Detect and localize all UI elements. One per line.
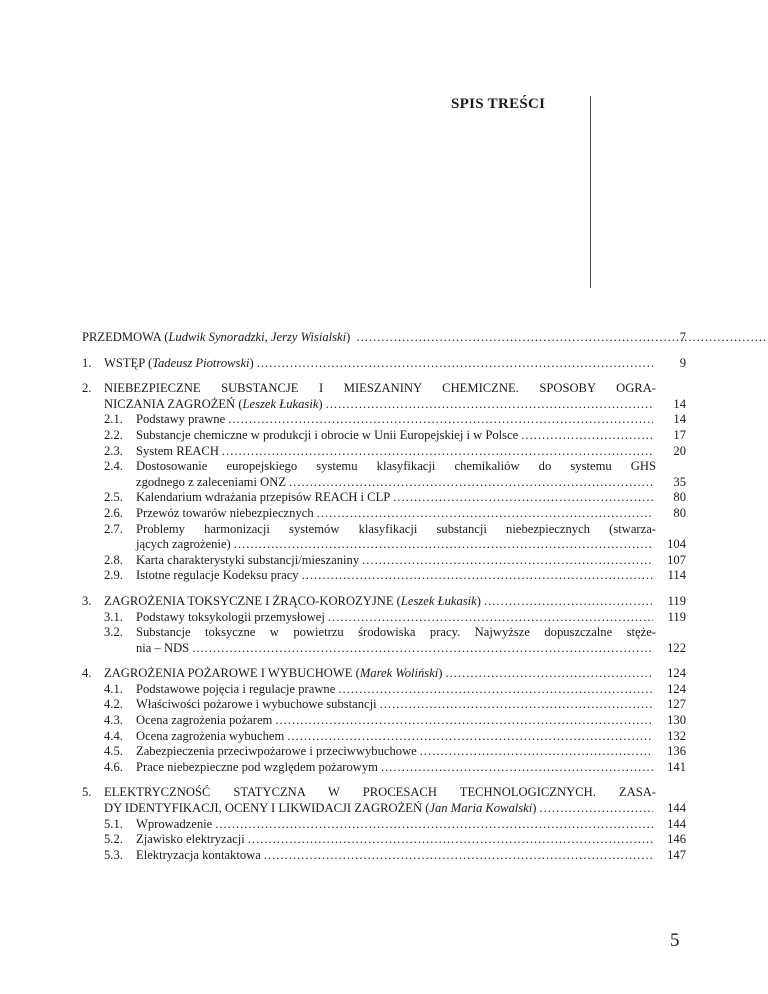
toc-section-number: 5.3. <box>104 847 123 862</box>
toc-title-line <box>136 817 656 833</box>
dot-leader <box>328 610 653 626</box>
toc-page-number: 147 <box>667 847 686 862</box>
toc-chapter-number: 4. <box>82 666 92 681</box>
toc-entry-title: Elektryzacja kontaktowa <box>136 847 261 862</box>
dot-leader <box>215 817 653 833</box>
toc-section-title <box>104 506 686 522</box>
toc-entry-title <box>104 397 323 413</box>
toc-title-line <box>136 682 656 698</box>
toc-section <box>82 412 686 428</box>
toc-section-title <box>104 625 686 656</box>
toc-section <box>82 760 686 776</box>
spacer <box>82 656 686 666</box>
toc-section <box>82 459 686 490</box>
spacer <box>82 584 686 594</box>
toc-section-title <box>104 744 686 760</box>
toc-page-number: 136 <box>667 744 686 759</box>
toc-section <box>82 713 686 729</box>
toc-title-line: Substancje toksyczne w powietrzu środowiska pracy. Najwyższe dopuszczalne stęże- <box>136 625 656 640</box>
toc-title-line <box>136 475 656 491</box>
toc-section-title <box>104 490 686 506</box>
dot-leader <box>362 553 653 569</box>
toc-section-number: 2.6. <box>104 505 123 520</box>
toc-section-title <box>104 428 686 444</box>
dot-leader <box>264 848 653 864</box>
page-number: 5 <box>670 930 680 951</box>
toc-page-number: 141 <box>667 759 686 774</box>
toc-entry-title: Przewóz towarów niebezpiecznych <box>136 505 314 520</box>
toc-entry-title: Ocena zagrożenia wybuchem <box>136 728 285 743</box>
toc-page-number: 7 <box>679 330 686 344</box>
toc-entry-title: jących zagrożenie) <box>136 537 231 552</box>
toc-section-number: 4.3. <box>104 713 123 728</box>
toc-section-number: 3.2. <box>104 625 123 640</box>
toc-chapter-title <box>82 381 686 412</box>
toc-chapter <box>82 666 686 682</box>
toc-section <box>82 490 686 506</box>
toc-page-number: 130 <box>667 713 686 728</box>
dot-leader <box>257 356 653 372</box>
toc-section-number: 4.5. <box>104 744 123 759</box>
toc-section-number: 2.7. <box>104 521 123 536</box>
toc-chapter-number: 3. <box>82 593 92 608</box>
toc-entry-title: Podstawowe pojęcia i regulacje prawne <box>136 681 336 696</box>
toc-section-number: 2.1. <box>104 412 123 427</box>
toc-entry-title: Istotne regulacje Kodeksu pracy <box>136 568 299 583</box>
toc-title-text: DY IDENTYFIKACJI, OCENY I LIKWIDACJI ZAGROŻEŃ ( <box>104 801 430 816</box>
toc-entry-title: Ocena zagrożenia pożarem <box>136 713 273 728</box>
dot-leader <box>234 537 653 553</box>
toc-entry-authors: Jan Maria Kowalski <box>429 801 533 816</box>
toc-entry-title: zgodnego z zaleceniami ONZ <box>136 474 287 489</box>
toc-section-title <box>104 817 686 833</box>
toc-section <box>82 568 686 584</box>
page-title: SPIS TREŚCI <box>451 96 546 112</box>
toc-entry-title <box>104 594 481 610</box>
toc-title-line <box>136 848 656 864</box>
toc-section-number: 4.4. <box>104 728 123 743</box>
toc-section <box>82 625 686 656</box>
toc-section <box>82 506 686 522</box>
toc-entry-title: Kalendarium wdrażania przepisów REACH i CLP <box>136 490 391 505</box>
toc-entry-title: System REACH <box>136 443 219 458</box>
toc-page-number: 124 <box>667 681 686 696</box>
toc-page-number: 14 <box>673 396 686 411</box>
toc-title-text: ZAGROŻENIA POŻAROWE I WYBUCHOWE ( <box>104 666 360 681</box>
toc-section-title <box>104 760 686 776</box>
toc-entry-title: Zabezpieczenia przeciwpożarowe i przeciwwybuchowe <box>136 744 417 759</box>
toc-title-line <box>136 713 656 729</box>
toc-chapter-title <box>82 666 686 682</box>
toc-page-number: 114 <box>667 568 686 583</box>
toc-title-line: ELEKTRYCZNOŚĆ STATYCZNA W PROCESACH TECHNOLOGICZNYCH. ZASA- <box>104 785 656 800</box>
toc-title-text: NICZANIA ZAGROŻEŃ ( <box>104 396 243 411</box>
toc-section <box>82 744 686 760</box>
toc-chapter-number: 1. <box>82 355 92 370</box>
toc-section-title <box>104 697 686 713</box>
toc-entry-title: Karta charakterystyki substancji/mieszaniny <box>136 552 360 567</box>
toc-title-line <box>136 490 656 506</box>
toc-entry-title <box>104 666 442 682</box>
toc-title-line <box>136 537 656 553</box>
toc-section <box>82 832 686 848</box>
toc-title-text: WSTĘP ( <box>104 355 153 370</box>
toc-section-title <box>104 459 686 490</box>
dot-leader <box>381 760 653 776</box>
toc-section-number: 2.4. <box>104 459 123 474</box>
toc-title-line <box>136 832 656 848</box>
dot-leader <box>287 729 653 745</box>
toc-title-line <box>104 594 656 610</box>
dot-leader <box>222 444 653 460</box>
dot-leader <box>356 330 768 344</box>
toc-title-line <box>136 641 656 657</box>
dot-leader <box>539 801 653 817</box>
toc-title-line <box>104 666 656 682</box>
toc-section-number: 2.5. <box>104 490 123 505</box>
toc-section <box>82 729 686 745</box>
toc-chapter-number: 5. <box>82 785 92 800</box>
toc-title-line <box>136 553 656 569</box>
dot-leader <box>302 568 653 584</box>
dot-leader <box>228 412 653 428</box>
toc-page-number: 9 <box>679 355 686 370</box>
toc-entry-title: Podstawy toksykologii przemysłowej <box>136 609 325 624</box>
toc-entry-title: PRZEDMOWA (Ludwik Synoradzki, Jerzy Wisialski) <box>82 330 351 344</box>
dot-leader <box>326 397 653 413</box>
toc-title-line: Dostosowanie europejskiego systemu klasyfikacji chemikaliów do systemu GHS <box>136 459 656 474</box>
toc-chapter-title <box>82 356 686 372</box>
toc-page-number: 122 <box>667 640 686 655</box>
toc-section <box>82 553 686 569</box>
toc-title-text: ) <box>318 396 323 411</box>
toc-section-title <box>104 848 686 864</box>
toc-section <box>82 428 686 444</box>
toc-section-number: 5.1. <box>104 816 123 831</box>
dot-leader <box>338 682 653 698</box>
toc-chapter <box>82 594 686 610</box>
toc-section <box>82 697 686 713</box>
toc-page-number: 14 <box>673 412 686 427</box>
toc-page-number: 17 <box>673 427 686 442</box>
toc-page-number: 20 <box>673 443 686 458</box>
toc-page-number: 127 <box>667 697 686 712</box>
dot-leader <box>317 506 653 522</box>
toc-title-text: ) <box>532 801 537 816</box>
toc-section-title <box>104 522 686 553</box>
toc-page-number: 144 <box>667 816 686 831</box>
dot-leader <box>289 475 653 491</box>
dot-leader <box>192 641 653 657</box>
toc-entry-title: Zjawisko elektryzacji <box>136 832 245 847</box>
dot-leader <box>393 490 653 506</box>
toc-page-number: 132 <box>667 728 686 743</box>
toc-page-number: 119 <box>667 593 686 608</box>
toc-chapter-title <box>82 594 686 610</box>
toc-section <box>82 817 686 833</box>
toc-title-line <box>104 397 656 413</box>
toc-section-number: 2.8. <box>104 552 123 567</box>
toc-section-title <box>104 412 686 428</box>
toc-chapter-number: 2. <box>82 381 92 396</box>
toc-section <box>82 848 686 864</box>
toc-section-title <box>104 729 686 745</box>
toc-section-title <box>104 610 686 626</box>
toc-entry-authors: Ludwik Synoradzki, Jerzy Wisialski <box>168 330 347 344</box>
dot-leader <box>248 832 653 848</box>
toc-section-title <box>104 568 686 584</box>
toc-section-title <box>104 553 686 569</box>
toc-section-number: 4.6. <box>104 759 123 774</box>
toc-entry-title: Wprowadzenie <box>136 816 213 831</box>
toc-section <box>82 522 686 553</box>
toc-section <box>82 610 686 626</box>
toc-title-line <box>136 444 656 460</box>
toc-title-line <box>104 356 656 372</box>
toc-entry-title: Prace niebezpieczne pod względem pożarowym <box>136 759 378 774</box>
toc-title-line <box>136 610 656 626</box>
toc-entry-authors: Marek Woliński <box>359 666 439 681</box>
toc-title-line: Problemy harmonizacji systemów klasyfikacji substancji niebezpiecznych (stwarza- <box>136 521 656 536</box>
toc-page-number: 80 <box>673 490 686 505</box>
toc-entry-authors: Leszek Łukasik <box>400 593 477 608</box>
toc-title-text: ZAGROŻENIA TOKSYCZNE I ŻRĄCO-KOROZYJNE ( <box>104 593 401 608</box>
toc-title-line <box>136 729 656 745</box>
dot-leader <box>484 594 653 610</box>
toc-title-line <box>136 697 656 713</box>
toc-section-title <box>104 682 686 698</box>
toc-title-text: ) <box>438 666 443 681</box>
toc-title-text: ) <box>249 355 254 370</box>
toc-title-line <box>136 428 656 444</box>
toc-section-title <box>104 832 686 848</box>
toc-section-number: 2.3. <box>104 443 123 458</box>
toc-title-line <box>104 801 656 817</box>
table-of-contents <box>82 330 686 863</box>
toc-title-line <box>136 506 656 522</box>
toc-section-number: 3.1. <box>104 609 123 624</box>
toc-section <box>82 682 686 698</box>
spacer <box>82 371 686 381</box>
toc-page-number: 107 <box>667 552 686 567</box>
toc-title-line <box>136 412 656 428</box>
toc-title-line <box>136 744 656 760</box>
toc-page-number: 124 <box>667 666 686 681</box>
toc-page-number: 35 <box>673 474 686 489</box>
toc-chapter-title <box>82 785 686 816</box>
dot-leader <box>445 666 653 682</box>
toc-entry-title: Substancje chemiczne w produkcji i obrocie w Unii Europejskiej i w Polsce <box>136 427 519 442</box>
toc-section-number: 2.2. <box>104 427 123 442</box>
dot-leader <box>275 713 653 729</box>
toc-section <box>82 444 686 460</box>
spacer <box>82 346 686 356</box>
toc-section-number: 4.2. <box>104 697 123 712</box>
toc-page-number: 146 <box>667 832 686 847</box>
toc-page-number: 104 <box>667 537 686 552</box>
toc-section-number: 2.9. <box>104 568 123 583</box>
dot-leader <box>380 697 653 713</box>
toc-entry-title: Podstawy prawne <box>136 412 226 427</box>
toc-page-number: 144 <box>667 801 686 816</box>
spacer <box>82 775 686 785</box>
dot-leader <box>420 744 653 760</box>
toc-entry-title: nia – NDS <box>136 640 190 655</box>
toc-title-line: NIEBEZPIECZNE SUBSTANCJE I MIESZANINY CHEMICZNE. SPOSOBY OGRA- <box>104 381 656 396</box>
toc-chapter <box>82 356 686 372</box>
dot-leader <box>521 428 653 444</box>
toc-chapter <box>82 785 686 816</box>
toc-title-text: ) <box>476 593 481 608</box>
toc-entry-preface <box>82 330 686 346</box>
toc-section-number: 4.1. <box>104 681 123 696</box>
toc-entry-authors: Leszek Łukasik <box>242 396 319 411</box>
toc-page-number: 80 <box>673 505 686 520</box>
toc-entry-authors: Tadeusz Piotrowski <box>152 355 250 370</box>
toc-entry-title <box>104 801 536 817</box>
toc-title-line <box>136 760 656 776</box>
toc-title-line <box>136 568 656 584</box>
toc-section-title <box>104 713 686 729</box>
toc-entry-title: Właściwości pożarowe i wybuchowe substancji <box>136 697 377 712</box>
vertical-rule <box>590 96 591 288</box>
toc-chapter <box>82 381 686 412</box>
toc-section-title <box>104 444 686 460</box>
toc-page-number: 119 <box>667 609 686 624</box>
toc-section-number: 5.2. <box>104 832 123 847</box>
toc-entry-title <box>104 356 254 372</box>
